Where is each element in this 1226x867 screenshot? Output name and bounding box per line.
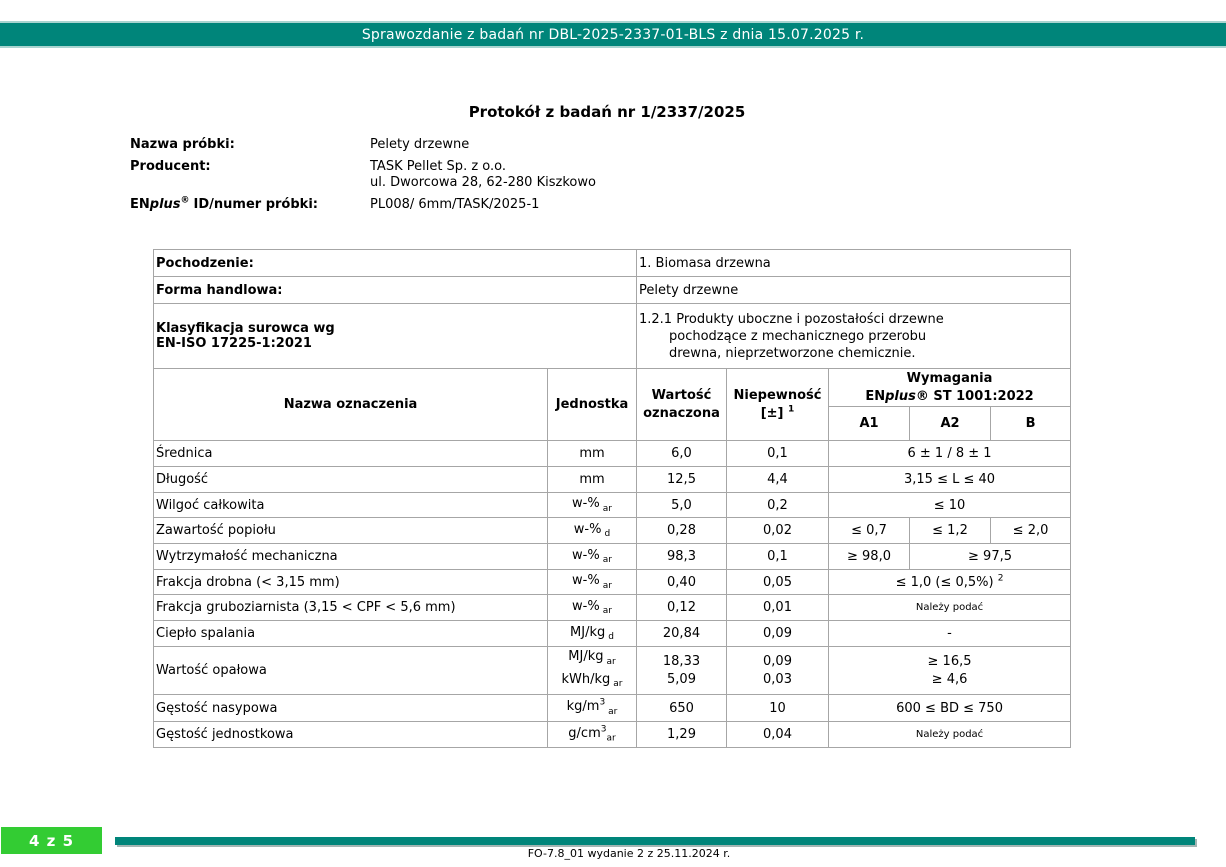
- row-name: Wartość opałowa: [154, 647, 548, 695]
- report-header-bar: [0, 21, 1226, 48]
- row-unit: w-% $_{ar}$: [548, 595, 637, 621]
- row-name: Wytrzymałość mechaniczna: [154, 544, 548, 570]
- producer-row: [130, 159, 596, 191]
- row-uncertainty: 10: [727, 695, 829, 722]
- col-header-name: Nazwa oznaczenia: [154, 369, 548, 441]
- col-header-value: Wartość oznaczona: [637, 369, 727, 441]
- row-requirement-a2: ≤ 1,2: [910, 518, 991, 544]
- page-number-badge: 4 z 5: [1, 827, 102, 854]
- form-value: Pelety drzewne: [637, 277, 1071, 304]
- col-header-a1: A1: [829, 407, 910, 441]
- row-value: 0,12: [637, 595, 727, 621]
- sample-name-label: Nazwa próbki:: [130, 137, 235, 152]
- row-unit: mm: [548, 467, 637, 493]
- footer-document-code: FO-7.8_01 wydanie 2 z 25.11.2024 r.: [527, 847, 731, 860]
- row-uncertainty: 4,4: [727, 467, 829, 493]
- footer-divider-bar: [115, 837, 1195, 845]
- row-requirement: 600 ≤ BD ≤ 750: [829, 695, 1071, 722]
- row-unit: $g/cm^3_{ar}$: [548, 722, 637, 748]
- col-header-unit: Jednostka: [548, 369, 637, 441]
- sample-info-block: [130, 137, 596, 219]
- row-uncertainty: 0,01: [727, 595, 829, 621]
- enplus-id-value: PL008/ 6mm/TASK/2025-1: [370, 197, 540, 212]
- classification-label: Klasyfikacja surowca wg EN-ISO 17225-1:2021: [154, 304, 637, 369]
- table-row-srednica: [154, 441, 1071, 467]
- classification-row: [154, 304, 1071, 369]
- row-unit: MJ/kg $_d$: [548, 621, 637, 647]
- row-uncertainty: 0,02: [727, 518, 829, 544]
- table-row-cieplo-spalania: [154, 621, 1071, 647]
- report-header-text: Sprawozdanie z badań nr DBL-2025-2337-01-BLS z dnia 15.07.2025 r.: [361, 26, 865, 43]
- table-row-dlugosc: [154, 467, 1071, 493]
- row-value: 0,40: [637, 570, 727, 595]
- row-name: Wilgoć całkowita: [154, 493, 548, 518]
- row-name: Długość: [154, 467, 548, 493]
- row-requirement: Należy podać: [829, 595, 1071, 621]
- sample-name-value: Pelety drzewne: [370, 137, 470, 152]
- enplus-id-label: ENplus® ID/numer próbki:: [130, 195, 318, 212]
- row-value: 18,33 5,09: [637, 647, 727, 695]
- row-value: 98,3: [637, 544, 727, 570]
- row-unit: w-% $_{ar}$: [548, 544, 637, 570]
- table-row-frakcja-drobna: [154, 570, 1071, 595]
- row-unit: w-% $_{ar}$: [548, 493, 637, 518]
- row-value: 5,0: [637, 493, 727, 518]
- row-requirement-b: ≤ 2,0: [991, 518, 1071, 544]
- producer-address: ul. Dworcowa 28, 62-280 Kiszkowo: [370, 175, 596, 190]
- row-name: Zawartość popiołu: [154, 518, 548, 544]
- page-title: Protokół z badań nr 1/2337/2025: [468, 103, 746, 121]
- row-uncertainty: 0,1: [727, 441, 829, 467]
- row-uncertainty: 0,04: [727, 722, 829, 748]
- row-uncertainty: 0,05: [727, 570, 829, 595]
- row-name: Ciepło spalania: [154, 621, 548, 647]
- row-value: 20,84: [637, 621, 727, 647]
- row-requirement: ≤ 1,0 (≤ 0,5%) $^2$: [829, 570, 1071, 595]
- row-unit: w-% $_d$: [548, 518, 637, 544]
- producer-value: [370, 159, 596, 191]
- row-unit: MJ/kg $_{ar}$ kWh/kg $_{ar}$: [548, 647, 637, 695]
- row-requirement-a2b: ≥ 97,5: [910, 544, 1071, 570]
- row-value: 12,5: [637, 467, 727, 493]
- results-header-row: [154, 369, 1071, 407]
- col-header-a2: A2: [910, 407, 991, 441]
- col-header-uncertainty: Niepewność [±] $^1$: [727, 369, 829, 441]
- row-uncertainty: 0,2: [727, 493, 829, 518]
- row-name: Gęstość jednostkowa: [154, 722, 548, 748]
- producer-name: TASK Pellet Sp. z o.o.: [370, 159, 506, 174]
- form-label: Forma handlowa:: [154, 277, 637, 304]
- row-uncertainty: 0,1: [727, 544, 829, 570]
- row-unit: mm: [548, 441, 637, 467]
- col-header-b: B: [991, 407, 1071, 441]
- row-uncertainty: 0,09: [727, 621, 829, 647]
- table-row-wytrzymalosc: [154, 544, 1071, 570]
- origin-value: 1. Biomasa drzewna: [637, 250, 1071, 277]
- table-row-wilgoc: [154, 493, 1071, 518]
- results-table: [153, 249, 1071, 748]
- origin-row: [154, 250, 1071, 277]
- table-row-gestosc-jednostkowa: [154, 722, 1071, 748]
- row-name: Frakcja gruboziarnista (3,15 < CPF < 5,6 mm): [154, 595, 548, 621]
- row-requirement-a1: ≥ 98,0: [829, 544, 910, 570]
- table-row-frakcja-gruboziarnista: [154, 595, 1071, 621]
- row-value: 650: [637, 695, 727, 722]
- row-requirement: 6 ± 1 / 8 ± 1: [829, 441, 1071, 467]
- row-requirement: 3,15 ≤ L ≤ 40: [829, 467, 1071, 493]
- table-row-wartosc-opalowa: [154, 647, 1071, 695]
- form-row: [154, 277, 1071, 304]
- row-requirement: Należy podać: [829, 722, 1071, 748]
- sample-name-row: [130, 137, 596, 153]
- row-requirement: ≤ 10: [829, 493, 1071, 518]
- row-unit: $kg/m^3_{ar}$: [548, 695, 637, 722]
- col-header-requirements: Wymagania ENplus® ST 1001:2022: [829, 369, 1071, 407]
- row-requirement-a1: ≤ 0,7: [829, 518, 910, 544]
- row-value: 1,29: [637, 722, 727, 748]
- row-name: Frakcja drobna (< 3,15 mm): [154, 570, 548, 595]
- table-row-gestosc-nasypowa: [154, 695, 1071, 722]
- row-value: 0,28: [637, 518, 727, 544]
- enplus-id-row: [130, 197, 596, 213]
- origin-label: Pochodzenie:: [154, 250, 637, 277]
- row-uncertainty: 0,09 0,03: [727, 647, 829, 695]
- row-name: Średnica: [154, 441, 548, 467]
- row-value: 6,0: [637, 441, 727, 467]
- classification-value: 1.2.1 Produkty uboczne i pozostałości drzewne pochodzące z mechanicznego przerobu drewna, nieprzetworzone chemicznie.: [637, 304, 1071, 369]
- row-name: Gęstość nasypowa: [154, 695, 548, 722]
- row-requirement: -: [829, 621, 1071, 647]
- row-requirement: ≥ 16,5 ≥ 4,6: [829, 647, 1071, 695]
- producer-label: Producent:: [130, 159, 211, 174]
- row-unit: w-% $_{ar}$: [548, 570, 637, 595]
- table-row-popiol: [154, 518, 1071, 544]
